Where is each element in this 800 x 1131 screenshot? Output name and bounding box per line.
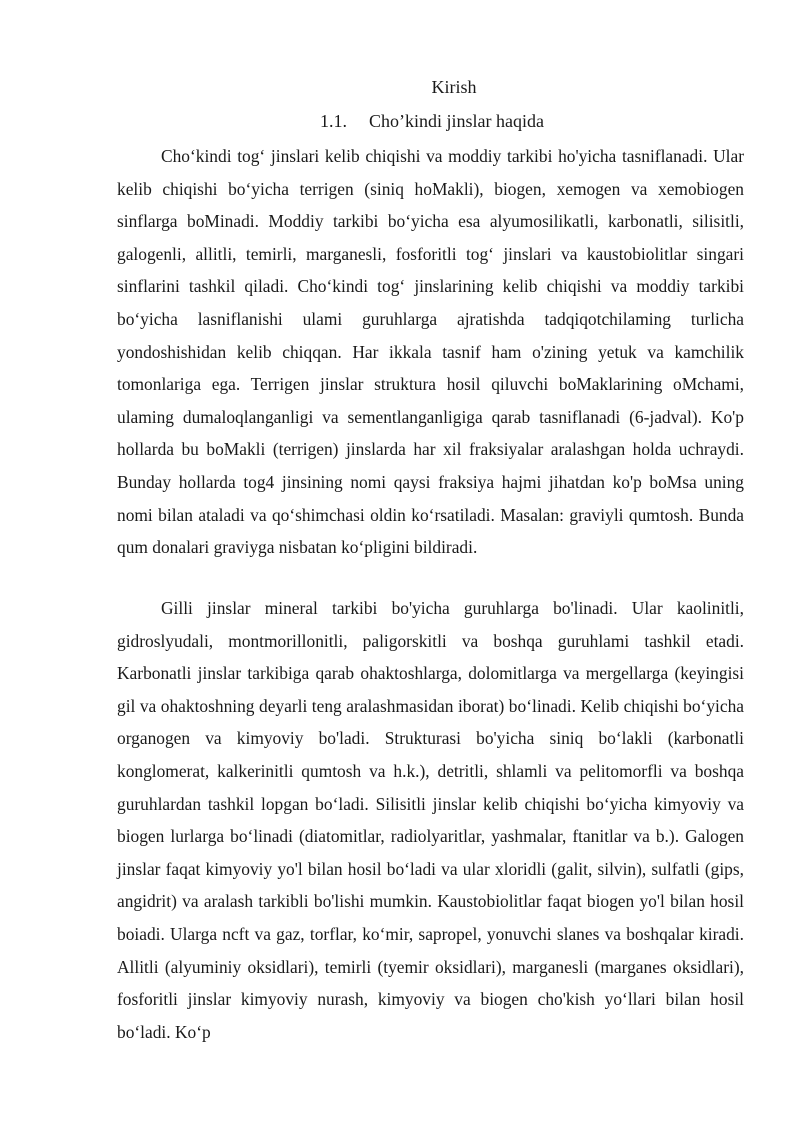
- section-heading: [32, 110, 800, 132]
- paragraph: Cho‘kindi tog‘ jinslari kelib chiqishi va moddiy tarkibi ho'yicha tasniflanadi. Ular kelib chiqishi bo‘yicha terrigen (siniq hoMakli), biogen, xemogen va xemobiogen sinflarga boMinadi. Moddiy tarkibi bo‘yicha esa alyumosilikatli, karbonatli, silisitli, galogenli, allitli, temirli, marganesli, fosforitli tog‘ jinslari va kaustobiolitlar singari sinflarini tashkil qiladi. Cho‘kindi tog‘ jinslarining kelib chiqishi va moddiy tarkibi bo‘yicha lasniflanishi ulami guruhlarga ajratishda tadqiqotchilaming turlicha yondoshishidan kelib chiqqan. Har ikkala tasnif ham o'zining yetuk va kamchilik tomonlariga ega. Terrigen jinslar struktura hosil qiluvchi boMaklarining oMchami, ulaming dumaloqlanganligi va sementlanganligiga qarab tasniflanadi (6-jadval). Ko'p hollarda bu boMakli (terrigen) jinslarda har xil fraksiyalar aralashgan holda uchraydi. Bunday hollarda tog4 jinsining nomi qaysi fraksiya hajmi jihatdan ko'p boMsa uning nomi bilan ataladi va qo‘shimchasi oldin ko‘rsatiladi. Masalan: graviyli qumtosh. Bunda qum donalari graviyga nisbatan ko‘pligini bildiradi.: [117, 146, 744, 558]
- paragraph: Gilli jinslar mineral tarkibi bo'yicha guruhlarga bo'linadi. Ular kaolinitli, gidroslyudali, montmorillonitli, paligorskitli va boshqa guruhlami tashkil etadi. Karbonatli jinslar tarkibiga qarab ohaktoshlarga, dolomitlarga va mergellarga (keyingisi gil va ohaktoshning deyarli teng aralashmasidan iborat) bo‘linadi. Kelib chiqishi bo‘yicha organogen va kimyoviy bo'ladi. Strukturasi bo'yicha siniq bo‘lakli (karbonatli konglomerat, kalkerinitli qumtosh va h.k.), detritli, shlamli va pelitomorfli va boshqa guruhlardan tashkil lopgan bo‘ladi. Silisitli jinslar kelib chiqishi bo‘yicha kimyoviy va biogen lurlarga bo‘linadi (diatomitlar, radiolyaritlar, yashmalar, ftanitlar va b.). Galogen jinslar faqat kimyoviy yo'l bilan hosil bo‘ladi va ular xloridli (galit, silvin), sulfatli (gips, angidrit) va aralash tarkibli bo'lishi mumkin. Kaustobiolitlar faqat biogen yo'l bilan hosil boiadi. Ularga ncft va gaz, torflar, ko‘mir, sapropel, yonuvchi slanes va boshqalar kiradi. Allitli (alyuminiy oksidlari), temirli (tyemir oksidlari), marganesli (marganes oksidlari), fosforitli jinslar kimyoviy nurash, kimyoviy va biogen cho'kish yo‘llari bilan hosil bo‘ladi. Ko‘p: [117, 598, 744, 1042]
- section-title: Cho’kindi jinslar haqida: [369, 111, 544, 131]
- page-title: Kirish: [431, 77, 477, 97]
- section-number: 1.1.: [320, 111, 347, 131]
